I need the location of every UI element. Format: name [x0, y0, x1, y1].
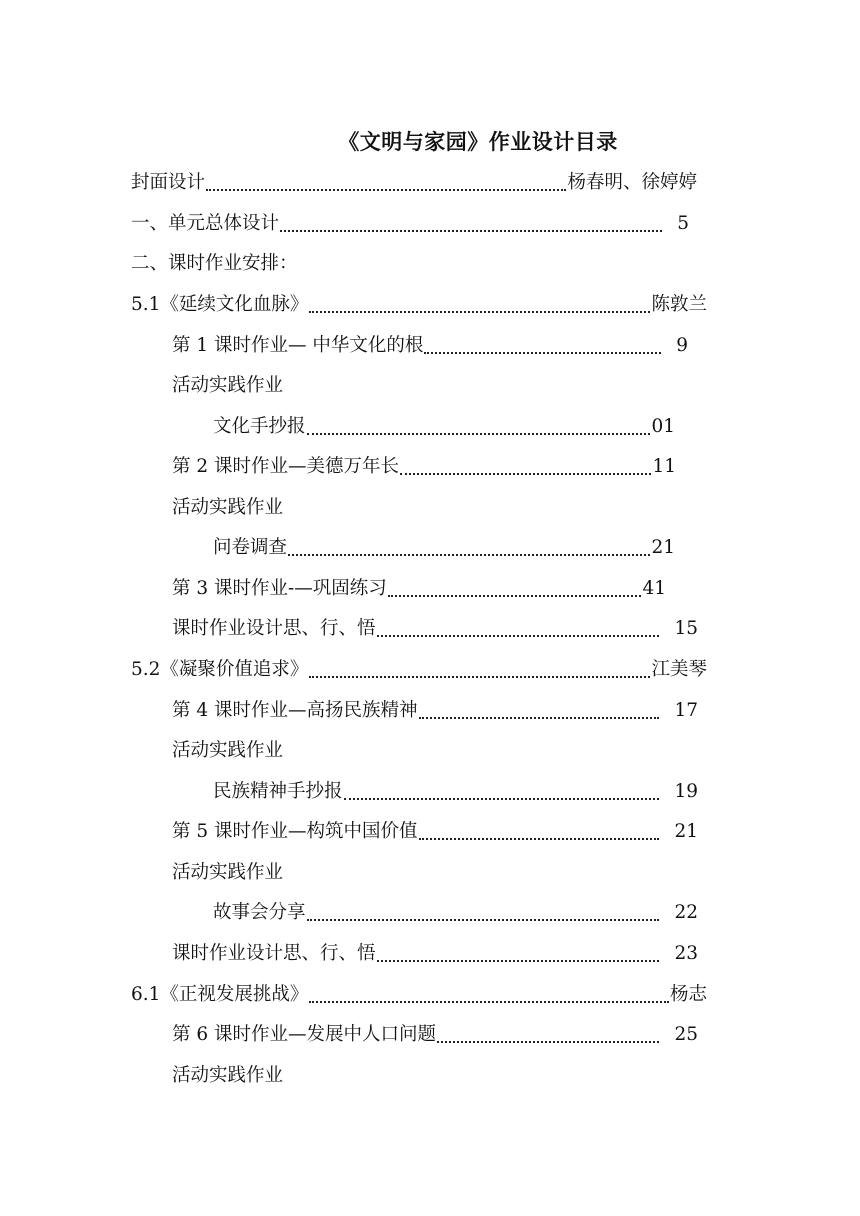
toc-entry-story-share: [213, 898, 698, 928]
toc-entry-lesson-6: [172, 1020, 698, 1050]
toc-entry-label: 第 6 课时作业—发展中人口问题: [172, 1024, 437, 1045]
toc-entry-page: 15: [674, 618, 698, 639]
toc-leader-dots: [419, 716, 660, 719]
toc-leader-dots: [280, 229, 662, 232]
toc-leader-dots: [424, 351, 661, 354]
toc-entry-activity: [172, 858, 472, 888]
toc-entry-page: 22: [674, 902, 698, 923]
toc-entry-label: 第 2 课时作业—美德万年长: [172, 456, 400, 477]
toc-entry-reflection: [172, 614, 698, 644]
toc-entry-label: 问卷调查: [213, 537, 288, 558]
toc-entry-label: 6.1《正视发展挑战》: [131, 984, 309, 1005]
toc-entry-label: 5.2《凝聚价值追求》: [131, 659, 309, 680]
toc-entry-cover: [131, 168, 697, 198]
toc-entry-activity: [172, 1061, 472, 1091]
toc-title: 《文明与家园》作业设计目录: [338, 130, 618, 154]
toc-entry-6-1: [131, 980, 707, 1010]
toc-entry-label: 第 1 课时作业— 中华文化的根: [172, 335, 424, 356]
toc-entry-label: 一、单元总体设计: [131, 213, 280, 234]
toc-entry-5-1: [131, 290, 707, 320]
toc-entry-label: 课时作业设计思、行、悟: [172, 943, 376, 964]
toc-entry-page: 5: [677, 213, 689, 234]
toc-entry-label: 第 5 课时作业—构筑中国价值: [172, 821, 418, 842]
toc-entry-label: 活动实践作业: [172, 862, 284, 883]
toc-leader-dots: [309, 310, 650, 313]
toc-leader-dots: [309, 675, 650, 678]
toc-entry-label: 第 3 课时作业-—巩固练习: [172, 578, 387, 599]
toc-entry-page: 41: [642, 578, 666, 599]
toc-entry-label: 民族精神手抄报: [213, 781, 343, 802]
toc-leader-dots: [419, 837, 660, 840]
toc-leader-dots: [344, 797, 660, 800]
toc-entry-page: 21: [651, 537, 675, 558]
toc-entry-label: 文化手抄报: [213, 416, 306, 437]
toc-entry-lesson-5: [172, 817, 698, 847]
toc-entry-label: 活动实践作业: [172, 497, 284, 518]
toc-entry-page: 11: [652, 456, 676, 477]
toc-entry-page: 17: [674, 700, 698, 721]
toc-entry-page: 江美琴: [651, 659, 707, 680]
toc-entry-handcopy: [213, 412, 675, 442]
toc-leader-dots: [377, 634, 660, 637]
toc-entry-page: 23: [674, 943, 698, 964]
toc-entry-page: 杨春明、徐婷婷: [567, 172, 697, 193]
toc-leader-dots: [437, 1040, 659, 1043]
toc-entry-page: 杨志: [669, 984, 707, 1005]
toc-leader-dots: [307, 918, 660, 921]
toc-entry-activity: [172, 493, 472, 523]
toc-entry-activity: [172, 736, 472, 766]
toc-entry-page: 9: [676, 335, 688, 356]
toc-entry-unit-design: [131, 209, 689, 239]
toc-entry-label: 故事会分享: [213, 902, 306, 923]
toc-entry-page: 19: [674, 781, 698, 802]
toc-leader-dots: [288, 553, 650, 556]
toc-leader-dots: [307, 432, 651, 435]
toc-entry-page: 陈敦兰: [651, 294, 707, 315]
toc-leader-dots: [377, 959, 660, 962]
toc-entry-label: 活动实践作业: [172, 375, 284, 396]
toc-leader-dots: [309, 1000, 669, 1003]
toc-entry-label: 课时作业设计思、行、悟: [172, 618, 376, 639]
toc-entry-page: 21: [674, 821, 698, 842]
toc-leader-dots: [400, 472, 651, 475]
toc-entry-section-two: [131, 249, 531, 279]
toc-entry-label: 封面设计: [131, 172, 206, 193]
toc-entry-5-2: [131, 655, 707, 685]
toc-entry-reflection: [172, 939, 698, 969]
toc-entry-spirit-handcopy: [213, 777, 698, 807]
toc-entry-label: 活动实践作业: [172, 1065, 284, 1086]
toc-entry-label: 第 4 课时作业—高扬民族精神: [172, 700, 418, 721]
toc-entry-activity: [172, 371, 472, 401]
toc-entry-lesson-4: [172, 696, 698, 726]
toc-entry-page: 01: [651, 416, 675, 437]
toc-entry-page: 25: [674, 1024, 698, 1045]
toc-entry-lesson-2: [172, 452, 676, 482]
toc-leader-dots: [388, 594, 642, 597]
toc-entry-lesson-1: [172, 331, 688, 361]
toc-entry-label: 二、课时作业安排：: [131, 253, 298, 274]
toc-entry-survey: [213, 533, 675, 563]
toc-entry-label: 活动实践作业: [172, 740, 284, 761]
toc-entry-label: 5.1《延续文化血脉》: [131, 294, 309, 315]
toc-entry-lesson-3: [172, 574, 666, 604]
toc-leader-dots: [206, 188, 566, 191]
